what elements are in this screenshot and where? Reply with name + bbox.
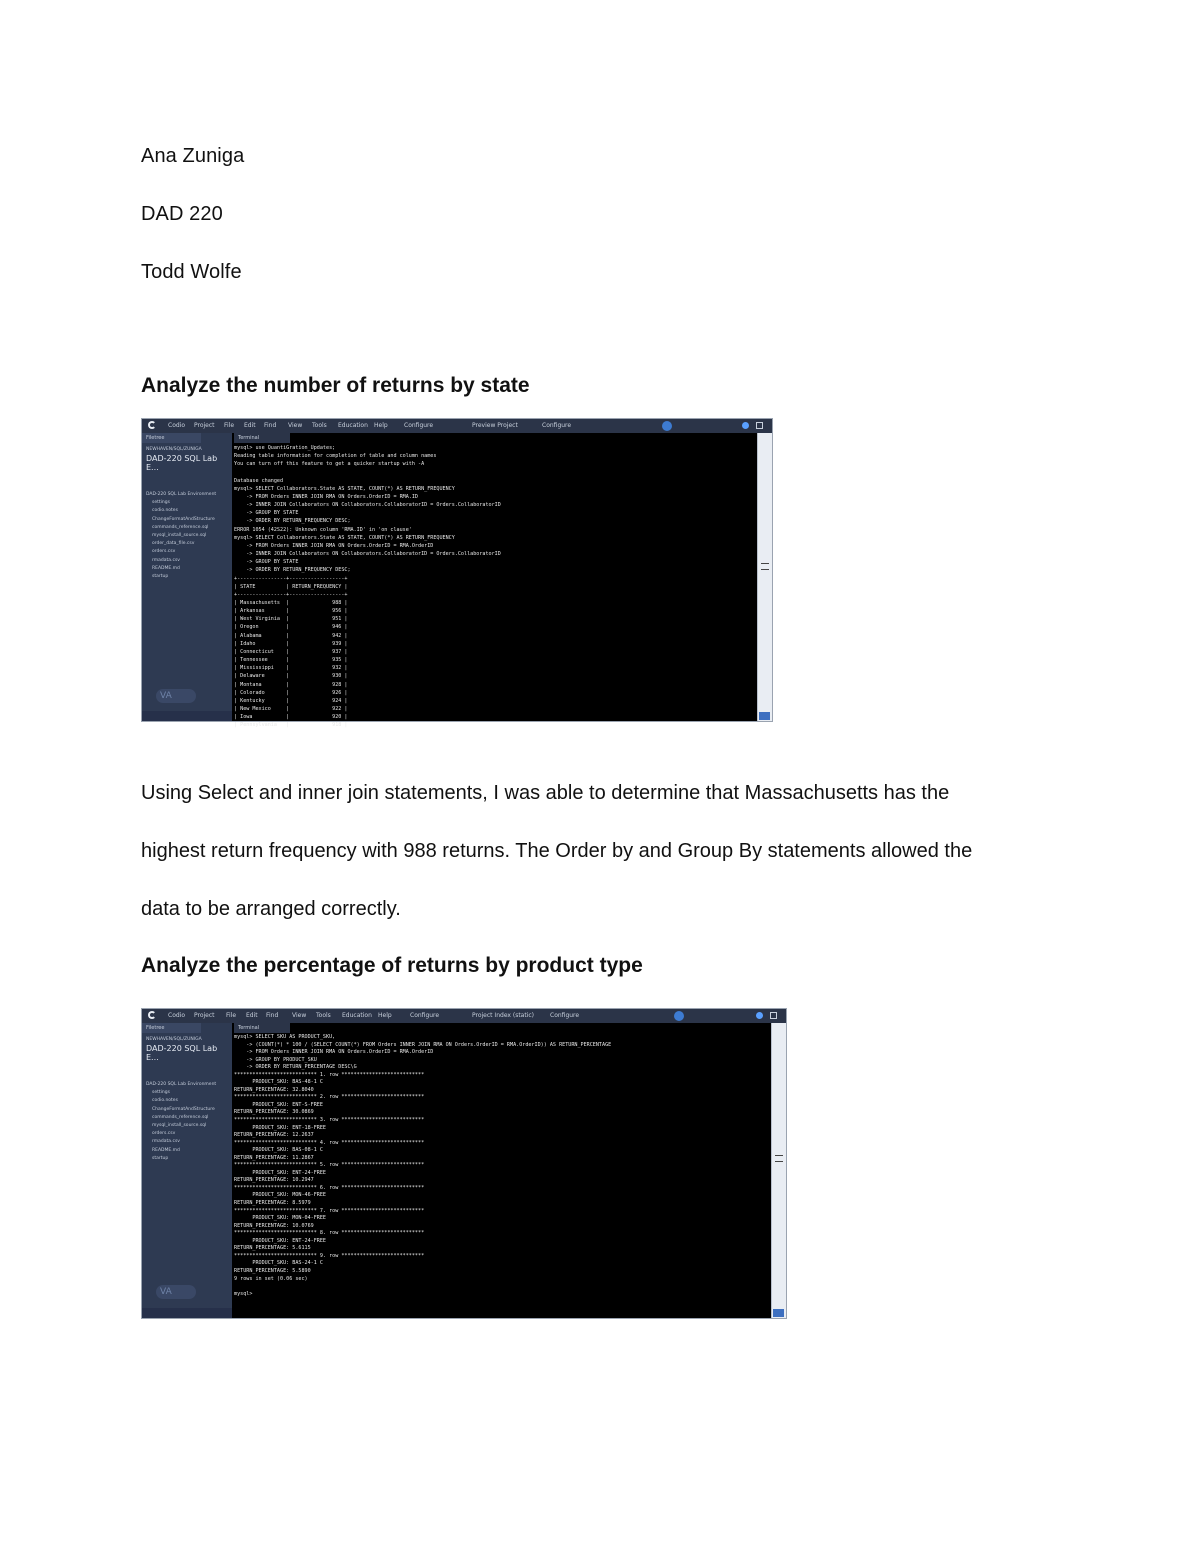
menu-item[interactable]: Codio (168, 1012, 186, 1019)
menu-item[interactable]: Preview Project (472, 422, 518, 429)
sidebar-tab[interactable]: Filetree (142, 1023, 201, 1033)
paragraph-line-3: data to be arranged correctly. (141, 898, 401, 920)
tree-item[interactable]: order_data_file.csv (152, 541, 195, 547)
tree-item[interactable]: rmadata.csv (152, 1139, 180, 1145)
tree-item[interactable]: codio.notes (152, 508, 178, 514)
project-path: NEWHAVEN/SQL/ZUNIGA (146, 447, 202, 452)
terminal-panel[interactable] (232, 1023, 772, 1318)
scrollbar[interactable] (771, 1023, 786, 1318)
tree-item[interactable]: commands_reference.sql (152, 1114, 209, 1120)
section-heading-returns-by-state: Analyze the number of returns by state (141, 374, 530, 397)
menu-item[interactable]: Help (374, 422, 388, 429)
menu-item[interactable]: Education (342, 1012, 372, 1019)
tree-item[interactable]: README.md (152, 1147, 180, 1153)
scroll-button[interactable] (773, 1309, 784, 1317)
author-name: Ana Zuniga (141, 145, 245, 167)
menu-item[interactable]: Find (266, 1012, 279, 1019)
status-dot-icon (756, 1012, 763, 1019)
menu-item[interactable]: Configure (542, 422, 572, 429)
scroll-button[interactable] (759, 712, 770, 720)
window-icon[interactable] (770, 1012, 777, 1019)
menu-item[interactable]: Edit (244, 422, 256, 429)
sidebar-footer (142, 1308, 232, 1318)
screenshot-returns-by-product (141, 1008, 787, 1319)
virtual-assistant-button[interactable]: VA (156, 1285, 196, 1299)
menu-item[interactable]: View (292, 1012, 307, 1019)
menu-item[interactable]: Project (194, 422, 215, 429)
tree-item[interactable]: DAD-220 SQL Lab Environment (146, 1082, 217, 1087)
tree-item[interactable]: orders.csv (152, 549, 176, 555)
menu-item[interactable]: Codio (168, 422, 186, 429)
virtual-assistant-button[interactable]: VA (156, 689, 196, 703)
codio-logo-icon (148, 421, 156, 429)
tree-item[interactable]: ChangeFormatAndStructure (152, 1106, 215, 1112)
section-heading-returns-by-product: Analyze the percentage of returns by product type (141, 954, 643, 977)
tree-item[interactable]: ChangeFormatAndStructure (152, 516, 215, 522)
sidebar-tab[interactable]: Filetree (142, 433, 201, 443)
menu-item[interactable]: Configure (550, 1012, 580, 1019)
menu-item[interactable]: Project (194, 1012, 215, 1019)
menu-item[interactable]: Configure (410, 1012, 440, 1019)
window-icon[interactable] (756, 422, 763, 429)
menu-item[interactable]: Configure (404, 422, 434, 429)
scroll-thumb[interactable] (775, 1155, 783, 1162)
file-tree-sidebar (142, 433, 232, 721)
scroll-thumb[interactable] (761, 563, 769, 570)
share-icon[interactable] (674, 1011, 684, 1021)
project-path: NEWHAVEN/SQL/ZUNIGA (146, 1037, 202, 1042)
ide-menu-bar (142, 419, 772, 434)
menu-item[interactable]: Education (338, 422, 368, 429)
status-dot-icon (742, 422, 749, 429)
menu-item[interactable]: Tools (316, 1012, 331, 1019)
ide-menu-bar (142, 1009, 786, 1024)
tree-item[interactable]: orders.csv (152, 1131, 176, 1137)
tree-item[interactable]: settings (152, 1090, 170, 1096)
paragraph-line-2: highest return frequency with 988 returns. The Order by and Group By statements allowed the (141, 840, 973, 862)
terminal-panel[interactable] (232, 433, 758, 729)
menu-item[interactable]: Edit (246, 1012, 258, 1019)
file-tree (146, 491, 216, 581)
tree-item[interactable]: startup (152, 574, 169, 580)
file-tree (146, 1081, 216, 1163)
menu-item[interactable]: File (224, 422, 235, 429)
tree-item[interactable]: settings (152, 500, 170, 506)
project-title: DAD-220 SQL Lab E... (146, 454, 218, 472)
instructor-name: Todd Wolfe (141, 261, 242, 283)
course-code: DAD 220 (141, 203, 223, 225)
share-icon[interactable] (662, 421, 672, 431)
menu-item[interactable]: Tools (312, 422, 327, 429)
tree-item[interactable]: rmadata.csv (152, 557, 180, 563)
menu-item[interactable]: View (288, 422, 303, 429)
paragraph-line-1: Using Select and inner join statements, I was able to determine that Massachusetts has the (141, 782, 950, 804)
codio-logo-icon (148, 1011, 156, 1019)
menu-item[interactable]: Find (264, 422, 277, 429)
tree-item[interactable]: mysql_install_source.sql (152, 533, 207, 539)
terminal-output: mysql> SELECT SKU AS PRODUCT_SKU, -> (COUNT(*) * 100 / (SELECT COUNT(*) FROM Orders INNER JOIN RMA ON Orders.OrderID = RMA.OrderID)) AS RETURN_PERCENTAGE -> FROM Orders INNER JOIN RMA ON Orders.OrderID = RMA.OrderID -> GROUP BY PRODUCT_SKU -> ORDER BY RETURN_PERCENTAGE DESC\G *************************** 1. row *************************** PRODUCT_SKU: BAS-48-1 C RETURN_PERCENTAGE: 32.8040 *************************** 2. row *************************** PRODUCT_SKU: ENT-S-FREE RETURN_PERCENTAGE: 30.0869 *************************** 3. row *************************** PRODUCT_SKU: ENT-18-FREE RETURN_PERCENTAGE: 12.2637 *************************** 4. row *************************** PRODUCT_SKU: BAS-08-1 C RETURN_PERCENTAGE: 11.2867 *************************** 5. row *************************** PRODUCT_SKU: ENT-24-FREE RETURN_PERCENTAGE: 10.2947 *************************** 6. row *************************** PRODUCT_SKU: MON-46-FREE RETURN_PERCENTAGE: 8.5979 *************************** 7. row *************************** PRODUCT_SKU: MON-04-FREE RETURN_PERCENTAGE: 10.0769 *************************** 8. row *************************** PRODUCT_SKU: ENT-24-FREE RETURN_PERCENTAGE: 5.6115 *************************** 9. row *************************** PRODUCT_SKU: BAS-24-1 C RETURN_PERCENTAGE: 5.5890 9 rows in set (0.06 sec) mysql> (234, 1034, 612, 1297)
screenshot-returns-by-state (141, 418, 773, 729)
file-tree-sidebar (142, 1023, 232, 1318)
menu-item[interactable]: Project Index (static) (472, 1012, 535, 1019)
terminal-tab[interactable]: Terminal (234, 433, 290, 443)
tree-item[interactable]: mysql_install_source.sql (152, 1123, 207, 1129)
sidebar-footer (142, 711, 232, 721)
terminal-tab[interactable]: Terminal (234, 1023, 290, 1033)
terminal-output: mysql> use QuantiGration_Updates; Reading table information for completion of table and column names You can turn off this feature to get a quicker startup with -A Database changed mysql> SELECT Collaborators.State AS STATE, COUNT(*) AS RETURN_FREQUENCY -> FROM Orders INNER JOIN RMA ON Orders.OrderID = RMA.ID -> INNER JOIN Collaborators ON Collaborators.CollaboratorID = Orders.CollaboratorID -> GROUP BY STATE -> ORDER BY RETURN_FREQUENCY DESC; ERROR 1054 (42S22): Unknown column 'RMA.ID' in 'on clause' mysql> SELECT Collaborators.State AS STATE, COUNT(*) AS RETURN_FREQUENCY -> FROM Orders INNER JOIN RMA ON Orders.OrderID = RMA.OrderID -> INNER JOIN Collaborators ON Collaborators.CollaboratorID = Orders.CollaboratorID -> GROUP BY STATE -> ORDER BY RETURN_FREQUENCY DESC; +----------------+------------------+ | STATE | RETURN_FREQUENCY | +----------------+------------------+ | Massachusetts | 988 | | Arkansas | 956 | | West Virginia | 951 | | Oregon | 946 | | Alabama | 942 | | Idaho | 939 | | Connecticut | 937 | | Tennessee | 935 | | Mississippi | 932 | | Delaware | 930 | | Montana | 928 | | Colorado | 926 | | Kentucky | 924 | | New Mexico | 922 | | Iowa | 920 | | Pennsylvania | 918 | (234, 445, 501, 729)
scrollbar[interactable] (757, 433, 772, 721)
menu-item[interactable]: Help (378, 1012, 392, 1019)
tree-item[interactable]: codio.notes (152, 1098, 178, 1104)
tree-item[interactable]: commands_reference.sql (152, 524, 209, 530)
project-title: DAD-220 SQL Lab E... (146, 1044, 218, 1062)
tree-item[interactable]: DAD-220 SQL Lab Environment (146, 492, 217, 497)
menu-item[interactable]: File (226, 1012, 237, 1019)
tree-item[interactable]: startup (152, 1155, 169, 1161)
tree-item[interactable]: README.md (152, 565, 180, 571)
